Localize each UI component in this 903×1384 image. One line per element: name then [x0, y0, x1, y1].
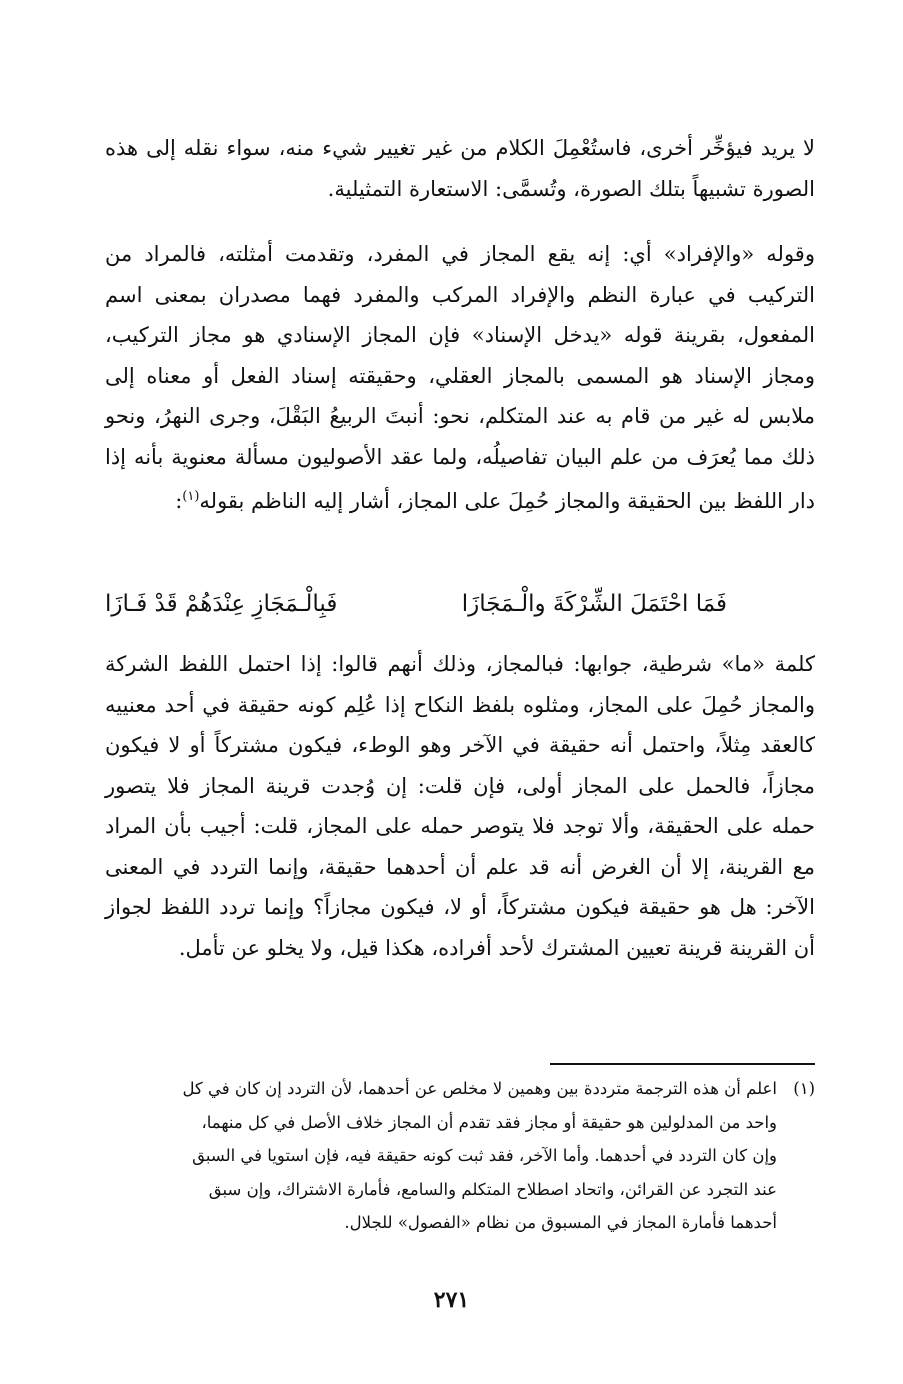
footnote-marker: (١)	[793, 1079, 815, 1098]
footnote-line: عند التجرد عن القرائن، واتحاد اصطلاح المتكلم والسامع، فأمارة الاشتراك، وإن سبق	[208, 1179, 777, 1199]
paragraph-2-text: وقوله «والإفراد» أي: إنه يقع المجاز في المفرد، وتقدمت أمثلته، فالمراد من التركيب في عبارة النظم والإفراد المركب والمفرد فهما مصدران بمعنى اسم المفعول، بقرينة قوله «يدخل الإسناد» فإن المجاز الإسنادي هو مجاز التركيب، ومجاز الإسناد هو المسمى بالمجاز العقلي، وحقيقته إسناد الفعل أو معناه إلى ملابس له غير من قام به عند المتكلم، نحو: أنبتَ الربيعُ البَقْلَ، وجرى النهرُ، ونحو ذلك مما يُعرَف من علم البيان تفاصيلُه، ولما عقد الأصوليون مسألة معنوية بأنه إذا دار اللفظ بين الحقيقة والمجاز حُمِلَ على المجاز، أشار إليه الناظم بقوله	[105, 242, 815, 513]
verse-second-hemistich: فَبِالْـمَجَازِ عِنْدَهُمْ قَدْ فَـازَا	[105, 591, 338, 617]
footnote-line-text: اعلم أن هذه الترجمة مترددة بين وهمين لا مخلص عن أحدهما، لأن التردد إن كان في كل	[182, 1079, 777, 1098]
footnote-line	[105, 1072, 815, 1106]
footnote	[105, 1072, 815, 1240]
paragraph-1: لا يريد فيؤخِّر أخرى، فاستُعْمِلَ الكلام من غير تغيير شيء منه، سواء نقله إلى هذه الصورة تشبيهاً بتلك الصورة، وتُسمَّى: الاستعارة التمثيلية.	[105, 136, 816, 201]
verse-first-hemistich: فَمَا احْتَمَلَ الشِّرْكَةَ والْـمَجَازَا	[461, 591, 727, 617]
footnote-line: واحد من المدلولين هو حقيقة أو مجاز فقد تقدم أن المجاز خلاف الأصل في كل منهما،	[201, 1112, 777, 1132]
footnote-line: وإن كان التردد في أحدهما. وأما الآخر، فقد ثبت كونه حقيقة فيه، فإن استويا في السبق	[192, 1146, 777, 1165]
paragraph-3: كلمة «ما» شرطية، جوابها: فبالمجاز، وذلك أنهم قالوا: إذا احتمل اللفظ الشركة والمجاز حُمِلَ على المجاز، ومثلوه بلفظ النكاح إذا عُلِم كونه حقيقة في أحد معنييه كالعقد مِثلاً، واحتمل أنه حقيقة في الآخر وهو الوطء، فيكون مشتركاً أو لا فيكون مجازاً، فالحمل على المجاز أولى، فإن قلت: إن وُجدت قرينة المجاز فلا يتصور حمله على الحقيقة، وألا توجد فلا يتوصر حمله على المجاز، قلت: أجيب بأن المراد مع القرينة، إلا أن الغرض أنه قد علم أن أحدهما حقيقة، وإنما التردد في المعنى الآخر: هل هو حقيقة فيكون مشتركاً، أو لا، فيكون مجازاً؟ وإنما تردد اللفظ لجواز أن القرينة قرينة تعيين المشترك لأحد أفراده، هكذا قيل، ولا يخلو عن تأمل.	[105, 652, 815, 960]
paragraph-2	[105, 234, 815, 522]
verse-line	[105, 582, 815, 626]
footnote-reference-tail: :	[175, 489, 183, 513]
page-number: ٢٧١	[433, 1287, 470, 1313]
footnote-divider	[550, 1063, 815, 1065]
footnote-line: أحدهما فأمارة المجاز في المسبوق من نظام «الفصول» للجلال.	[344, 1213, 777, 1232]
footnote-reference: (١)	[182, 489, 200, 504]
